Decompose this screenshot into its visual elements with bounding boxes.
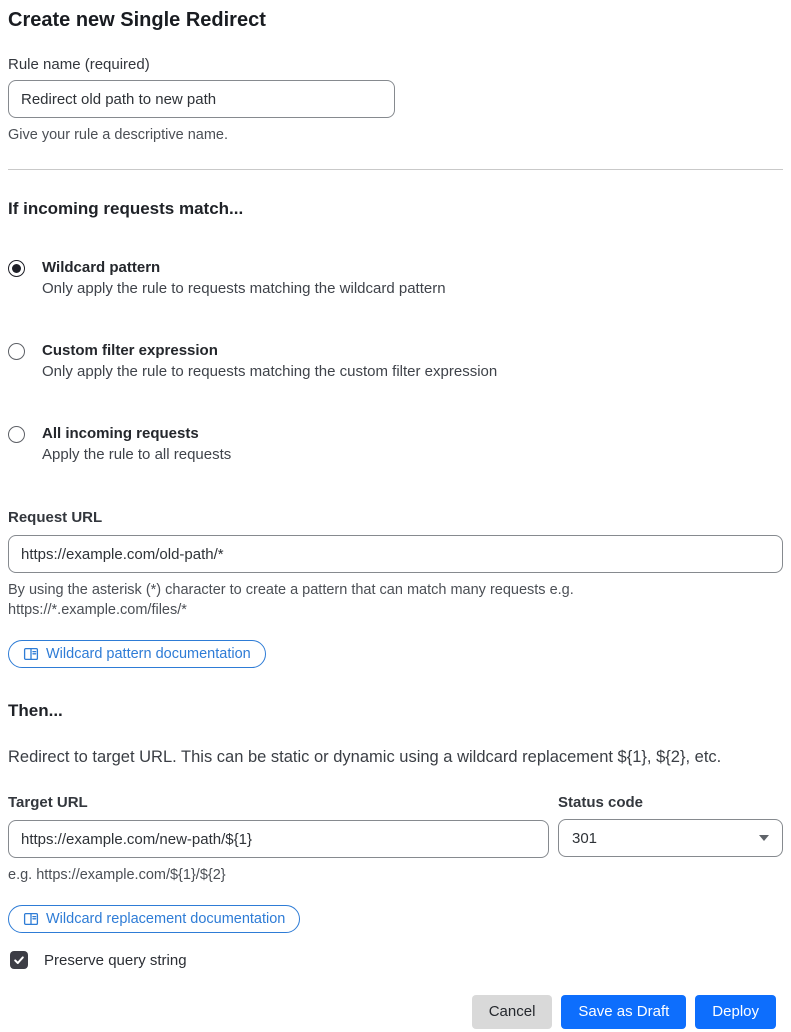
request-url-helper xyxy=(8,580,783,620)
checkbox-checked[interactable] xyxy=(10,951,28,969)
target-url-helper: e.g. https://example.com/${1}/${2} xyxy=(8,867,226,883)
radio-option-custom-filter-expression[interactable] xyxy=(8,341,783,383)
preserve-query-string-row[interactable] xyxy=(8,951,783,969)
status-code-label: Status code xyxy=(558,794,644,811)
rule-name-label: Rule name (required) xyxy=(8,56,150,73)
then-section-heading: Then... xyxy=(8,701,63,720)
radio-button-selected[interactable] xyxy=(8,260,25,277)
section-divider xyxy=(8,169,783,170)
wildcard-replacement-docs-button[interactable] xyxy=(8,905,300,933)
request-url-helper-line1: By using the asterisk (*) character to create a pattern that can match many requests e.g. xyxy=(8,582,574,598)
deploy-button[interactable]: Deploy xyxy=(695,995,776,1029)
radio-description: Apply the rule to all requests xyxy=(42,446,232,463)
radio-label: Custom filter expression xyxy=(42,342,218,359)
match-radio-group xyxy=(8,258,783,466)
radio-description: Only apply the rule to requests matching the wildcard pattern xyxy=(42,280,446,297)
book-icon xyxy=(23,646,39,662)
radio-label: Wildcard pattern xyxy=(42,259,161,276)
target-url-input[interactable] xyxy=(8,820,549,858)
request-url-input[interactable] xyxy=(8,535,783,573)
match-section-heading: If incoming requests match... xyxy=(8,199,244,218)
book-icon xyxy=(23,911,39,927)
rule-name-input[interactable] xyxy=(8,80,395,118)
then-description: Redirect to target URL. This can be static or dynamic using a wildcard replacement ${1}, ${2}, etc. xyxy=(8,748,722,766)
radio-button[interactable] xyxy=(8,343,25,360)
radio-description: Only apply the rule to requests matching the custom filter expression xyxy=(42,363,498,380)
status-code-select[interactable] xyxy=(558,819,783,857)
chevron-down-icon xyxy=(759,835,769,841)
wildcard-pattern-docs-button[interactable] xyxy=(8,640,266,668)
rule-name-helper: Give your rule a descriptive name. xyxy=(8,127,229,143)
form-footer xyxy=(8,995,783,1029)
preserve-query-string-label: Preserve query string xyxy=(44,951,187,969)
check-icon xyxy=(13,954,25,966)
status-code-value: 301 xyxy=(572,829,598,847)
wildcard-pattern-docs-label: Wildcard pattern documentation xyxy=(46,646,251,662)
request-url-label: Request URL xyxy=(8,509,103,526)
request-url-helper-line2: https://*.example.com/files/* xyxy=(8,602,187,618)
radio-button[interactable] xyxy=(8,426,25,443)
cancel-button[interactable]: Cancel xyxy=(472,995,553,1029)
page-title: Create new Single Redirect xyxy=(8,9,266,31)
save-as-draft-button[interactable]: Save as Draft xyxy=(561,995,686,1029)
target-status-row xyxy=(8,793,783,885)
radio-option-wildcard-pattern[interactable] xyxy=(8,258,783,300)
radio-option-all-incoming-requests[interactable] xyxy=(8,424,783,466)
wildcard-replacement-docs-label: Wildcard replacement documentation xyxy=(46,911,286,927)
target-url-label: Target URL xyxy=(8,794,88,811)
radio-label: All incoming requests xyxy=(42,425,199,442)
